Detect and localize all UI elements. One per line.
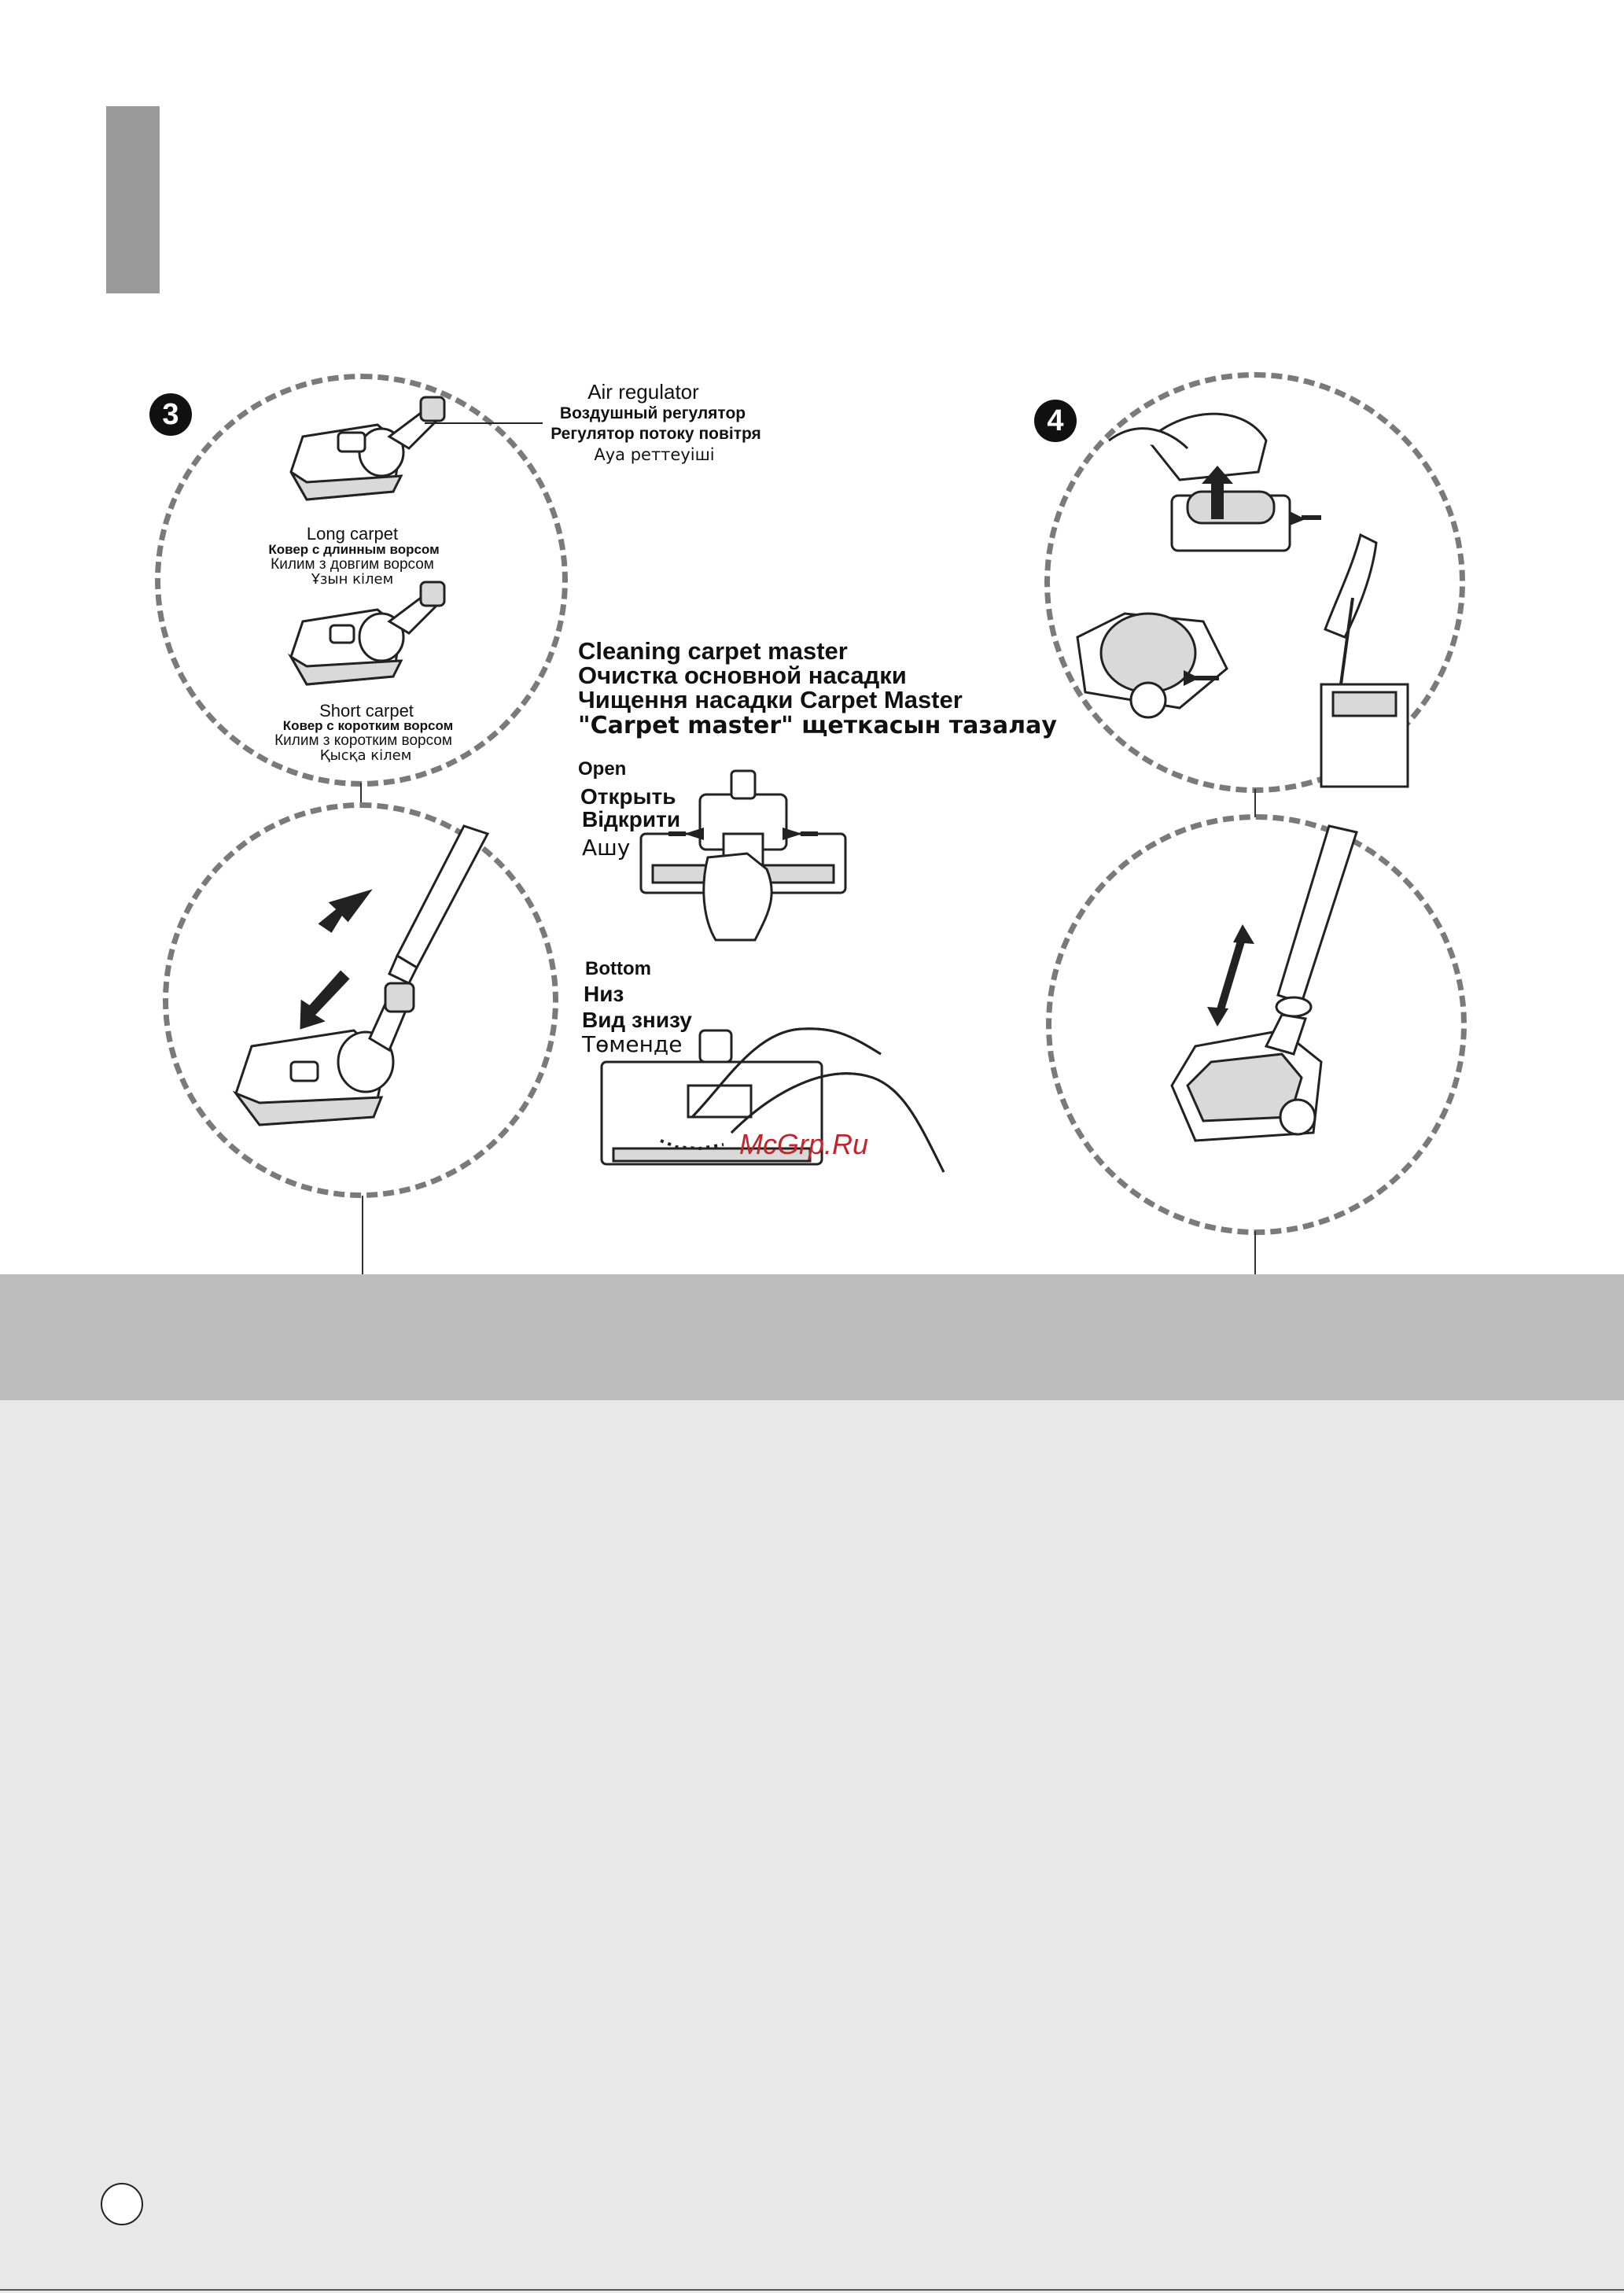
connector-line: [1254, 1231, 1256, 1274]
bottom-kk: Төменде: [582, 1031, 683, 1057]
air-regulator-en: Air regulator: [587, 380, 699, 404]
step-3-badge: 3: [149, 393, 192, 436]
long-carpet-ru: Ковер с длинным ворсом: [268, 542, 440, 557]
short-carpet-en: Short carpet: [319, 701, 414, 721]
cleaning-title-kk: "Carpet master" щеткасын тазалау: [578, 712, 1057, 739]
page-number-circle: [101, 2183, 143, 2225]
open-nozzle-illustration: [629, 771, 857, 944]
air-regulator-ru: Воздушный регулятор: [559, 404, 746, 422]
brush-cleaning-illustration: [1062, 393, 1423, 787]
cleaning-title-uk: Чищення насадки Carpet Master: [578, 686, 963, 713]
bottom-uk: Вид знизу: [582, 1008, 692, 1032]
bottom-ru: Низ: [584, 982, 624, 1006]
cleaning-title-ru: Очистка основной насадки: [578, 662, 907, 689]
lower-panel: [0, 1400, 1624, 2293]
section-tab: [106, 106, 160, 293]
air-regulator-uk: Регулятор потоку повітря: [551, 425, 761, 443]
short-carpet-kk: Қысқа кілем: [319, 747, 412, 764]
bottom-en: Bottom: [585, 958, 651, 979]
open-en: Open: [578, 758, 627, 780]
footer-line: [0, 2289, 1624, 2291]
short-carpet-uk: Килим з коротким ворсом: [274, 732, 452, 749]
long-carpet-en: Long carpet: [306, 524, 399, 544]
cleaning-title-en: Cleaning carpet master: [578, 637, 848, 665]
connector-line: [1254, 789, 1256, 817]
attach-nozzle-illustration: [228, 826, 503, 1141]
step-4-badge: 4: [1034, 400, 1077, 442]
open-kk: Ашу: [582, 835, 631, 861]
air-regulator-kk: Ауа реттеуіші: [594, 445, 715, 464]
bottom-view-illustration: [598, 1015, 975, 1188]
watermark: McGrp.Ru: [739, 1128, 869, 1160]
short-carpet-ru: Ковер с коротким ворсом: [282, 718, 454, 733]
header-band: [0, 1274, 1624, 1400]
long-carpet-nozzle-illustration: [283, 389, 456, 531]
pointer-line: [425, 421, 551, 429]
open-ru: Открыть: [580, 784, 676, 809]
reattach-nozzle-illustration: [1164, 826, 1400, 1180]
long-carpet-uk: Килим з довгим ворсом: [271, 556, 434, 573]
open-uk: Відкрити: [582, 807, 681, 831]
short-carpet-nozzle-illustration: [283, 570, 456, 704]
connector-line: [362, 1196, 363, 1274]
long-carpet-kk: Ұзын кілем: [311, 571, 394, 588]
